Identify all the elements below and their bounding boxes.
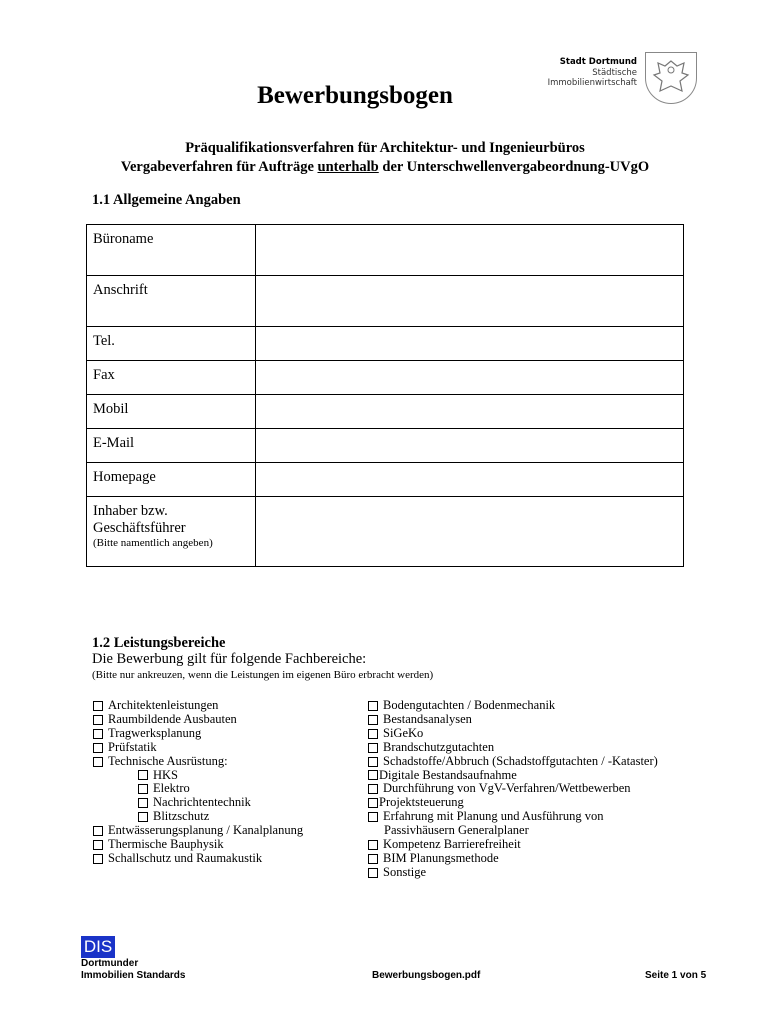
input-homepage[interactable] bbox=[256, 463, 684, 497]
logo-line-dept1: Städtische bbox=[592, 67, 637, 78]
checkbox-row[interactable] bbox=[368, 796, 658, 810]
checkbox-label: Bestandsanalysen bbox=[383, 711, 472, 726]
footer-org-line2: Immobilien Standards bbox=[81, 970, 186, 981]
subtitle-2-pre: Vergabeverfahren für Aufträge bbox=[120, 159, 318, 175]
subtitle-1: Präqualifikationsverfahren für Architektur- und Ingenieurbüros bbox=[185, 140, 585, 156]
footer-org-line1: Dortmunder bbox=[81, 958, 139, 969]
footer-filename: Bewerbungsbogen.pdf bbox=[372, 970, 481, 981]
checkbox-row[interactable] bbox=[368, 838, 658, 852]
checkbox-row[interactable] bbox=[368, 852, 658, 866]
checkbox-row[interactable] bbox=[93, 727, 303, 741]
right-checkbox-list bbox=[368, 699, 658, 880]
logo-line-dept2: Immobilienwirtschaft bbox=[547, 78, 637, 88]
checkbox-label: Digitale Bestandsaufnahme bbox=[379, 767, 517, 782]
checkbox-label-continued: Passivhäusern Generalplaner bbox=[384, 823, 529, 838]
checkbox[interactable] bbox=[93, 757, 103, 767]
checkbox[interactable] bbox=[93, 854, 103, 864]
checkbox[interactable] bbox=[368, 798, 378, 808]
checkbox[interactable] bbox=[368, 784, 378, 794]
logo-line-city: Stadt Dortmund bbox=[559, 57, 637, 67]
checkbox[interactable] bbox=[368, 840, 378, 850]
checkbox-label: Nachrichtentechnik bbox=[153, 795, 251, 810]
label-fax: Fax bbox=[87, 361, 256, 395]
general-info-table bbox=[86, 224, 684, 567]
label-inhaber bbox=[87, 497, 256, 567]
subtitle-2-post: der Unterschwellenvergabeordnung-UVgO bbox=[378, 159, 650, 175]
checkbox-label: Schadstoffe/Abbruch (Schadstoffgutachten / -Kataster) bbox=[383, 753, 658, 768]
checkbox-label: Thermische Bauphysik bbox=[108, 837, 224, 852]
input-inhaber[interactable] bbox=[256, 497, 684, 567]
checkbox-label: Projektsteuerung bbox=[379, 795, 464, 810]
checkbox-row[interactable] bbox=[368, 727, 658, 741]
label-tel: Tel. bbox=[87, 327, 256, 361]
checkbox-label: Raumbildende Ausbauten bbox=[108, 711, 237, 726]
checkbox-label: Brandschutzgutachten bbox=[383, 739, 495, 754]
checkbox-row[interactable] bbox=[93, 755, 303, 769]
checkbox-row[interactable] bbox=[93, 810, 303, 824]
checkbox-label: Erfahrung mit Planung und Ausführung von bbox=[383, 809, 604, 824]
label-inhaber-line2: Geschäftsführer bbox=[93, 520, 186, 536]
input-mobil[interactable] bbox=[256, 395, 684, 429]
checkbox-row[interactable] bbox=[368, 699, 658, 713]
checkbox-row[interactable] bbox=[368, 713, 658, 727]
checkbox-row[interactable] bbox=[93, 782, 303, 796]
checkbox-label: BIM Planungsmethode bbox=[383, 850, 499, 865]
checkbox-row[interactable] bbox=[93, 699, 303, 713]
input-bueroname[interactable] bbox=[256, 225, 684, 276]
input-anschrift[interactable] bbox=[256, 276, 684, 327]
checkbox-label: Prüfstatik bbox=[108, 739, 157, 754]
checkbox[interactable] bbox=[368, 854, 378, 864]
section-2-heading: 1.2 Leistungsbereiche bbox=[92, 635, 226, 651]
checkbox[interactable] bbox=[138, 784, 148, 794]
label-anschrift: Anschrift bbox=[87, 276, 256, 327]
checkbox-label: Tragwerksplanung bbox=[108, 725, 202, 740]
checkbox-label: Kompetenz Barrierefreiheit bbox=[383, 837, 521, 852]
checkbox-label: Architektenleistungen bbox=[108, 698, 219, 712]
checkbox[interactable] bbox=[368, 757, 378, 767]
checkbox-row[interactable] bbox=[368, 741, 658, 755]
label-inhaber-line1: Inhaber bzw. bbox=[93, 503, 168, 519]
checkbox-row[interactable] bbox=[368, 782, 658, 796]
checkbox-row[interactable] bbox=[368, 755, 658, 769]
checkbox-label: Entwässerungsplanung / Kanalplanung bbox=[108, 823, 304, 838]
checkbox-label: Bodengutachten / Bodenmechanik bbox=[383, 698, 556, 712]
checkbox-row[interactable] bbox=[368, 866, 658, 880]
checkbox[interactable] bbox=[368, 770, 378, 780]
checkbox[interactable] bbox=[93, 826, 103, 836]
dis-logo: DIS bbox=[81, 936, 115, 958]
checkbox[interactable] bbox=[368, 868, 378, 878]
checkbox-row[interactable] bbox=[368, 769, 658, 783]
checkbox-row[interactable] bbox=[368, 810, 658, 824]
page-title: Bewerbungsbogen bbox=[257, 82, 453, 109]
checkbox-row[interactable] bbox=[93, 824, 303, 838]
checkbox[interactable] bbox=[368, 743, 378, 753]
subtitle-2 bbox=[0, 159, 770, 176]
checkbox[interactable] bbox=[93, 840, 103, 850]
checkbox-label: Sonstige bbox=[383, 864, 427, 879]
checkbox-row[interactable] bbox=[93, 838, 303, 852]
label-homepage: Homepage bbox=[87, 463, 256, 497]
checkbox[interactable] bbox=[368, 812, 378, 822]
checkbox[interactable] bbox=[138, 812, 148, 822]
checkbox[interactable] bbox=[93, 743, 103, 753]
checkbox-label: HKS bbox=[153, 767, 179, 782]
section-2-intro: Die Bewerbung gilt für folgende Fachbereiche: bbox=[92, 651, 367, 667]
checkbox[interactable] bbox=[93, 715, 103, 725]
left-checkbox-list bbox=[93, 699, 303, 866]
checkbox[interactable] bbox=[368, 729, 378, 739]
checkbox-row[interactable] bbox=[93, 769, 303, 783]
section-2-note: (Bitte nur ankreuzen, wenn die Leistungen im eigenen Büro erbracht werden) bbox=[92, 669, 434, 681]
checkbox-label: Durchführung von VgV-Verfahren/Wettbewerben bbox=[383, 781, 631, 796]
checkbox[interactable] bbox=[368, 715, 378, 725]
footer-page-number: Seite 1 von 5 bbox=[645, 970, 707, 981]
checkbox-row[interactable] bbox=[93, 796, 303, 810]
checkbox-label: Blitzschutz bbox=[153, 809, 210, 824]
input-fax[interactable] bbox=[256, 361, 684, 395]
label-inhaber-note: (Bitte namentlich angeben) bbox=[93, 537, 213, 549]
checkbox[interactable] bbox=[138, 770, 148, 780]
label-mobil: Mobil bbox=[87, 395, 256, 429]
label-email: E-Mail bbox=[87, 429, 256, 463]
checkbox-row[interactable] bbox=[93, 713, 303, 727]
checkbox[interactable] bbox=[93, 701, 103, 711]
checkbox-label: Technische Ausrüstung: bbox=[108, 753, 228, 768]
checkbox[interactable] bbox=[93, 729, 103, 739]
checkbox-label: Schallschutz und Raumakustik bbox=[108, 850, 263, 865]
checkbox[interactable] bbox=[138, 798, 148, 808]
section-1-heading: 1.1 Allgemeine Angaben bbox=[92, 192, 241, 208]
checkbox-row[interactable] bbox=[93, 852, 303, 866]
label-bueroname: Büroname bbox=[87, 225, 256, 276]
checkbox[interactable] bbox=[368, 701, 378, 711]
checkbox-row[interactable] bbox=[93, 741, 303, 755]
input-email[interactable] bbox=[256, 429, 684, 463]
checkbox-label: Elektro bbox=[153, 781, 190, 796]
input-tel[interactable] bbox=[256, 327, 684, 361]
checkbox-label: SiGeKo bbox=[383, 725, 424, 740]
subtitle-2-underlined: unterhalb bbox=[317, 159, 379, 175]
